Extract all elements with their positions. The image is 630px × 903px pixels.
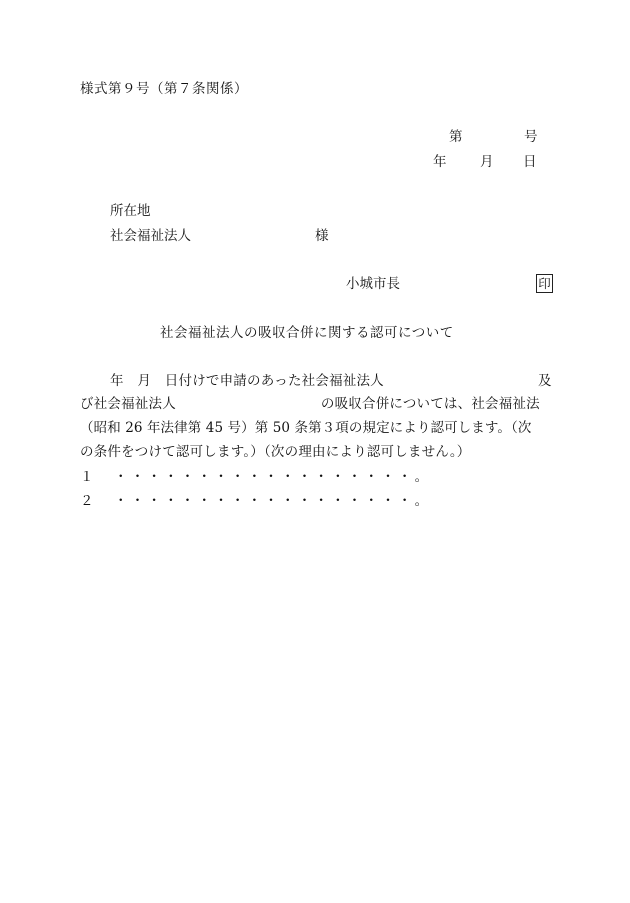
condition-number: ２ xyxy=(80,493,94,509)
date-year: 年 xyxy=(433,154,447,170)
issuer-name: 小城市長 xyxy=(346,276,400,292)
date-day: 日 xyxy=(523,154,537,170)
document-number xyxy=(449,129,538,145)
number-dai: 第 xyxy=(449,129,463,145)
date-month: 月 xyxy=(480,154,494,170)
form-label: 様式第９号（第７条関係） xyxy=(80,81,248,97)
condition-number: １ xyxy=(80,469,94,485)
condition-text: ・・・・・・・・・・・・・・・・・・。 xyxy=(114,469,432,485)
condition-item xyxy=(80,495,431,509)
recipient-corp-label: 社会福祉法人 xyxy=(110,228,191,244)
body-line-4: の条件をつけて認可します。）（次の理由により認可しません。） xyxy=(80,444,471,460)
body-line-2-end: の吸収合併については、社会福祉法 xyxy=(320,396,540,412)
condition-text: ・・・・・・・・・・・・・・・・・・。 xyxy=(114,493,432,509)
recipient-address-label: 所在地 xyxy=(110,203,151,219)
body-line-3: （昭和 26 年法律第 45 号）第 50 条第３項の規定により認可します。（次 xyxy=(80,420,532,436)
number-go: 号 xyxy=(524,129,538,145)
body-line-2 xyxy=(80,398,550,412)
body-line-1-text: 年 月 日付けで申請のあった社会福祉法人 xyxy=(110,373,384,389)
document-subject: 社会福祉法人の吸収合併に関する認可について xyxy=(160,325,454,341)
body-line-1 xyxy=(80,375,550,389)
body-line-1-end: 及 xyxy=(538,373,552,389)
body-line-2-start: び社会福祉法人 xyxy=(80,396,176,412)
recipient-honorific: 様 xyxy=(315,228,329,244)
condition-item xyxy=(80,471,431,485)
document-date xyxy=(433,154,537,170)
seal-mark: 印 xyxy=(536,274,553,293)
